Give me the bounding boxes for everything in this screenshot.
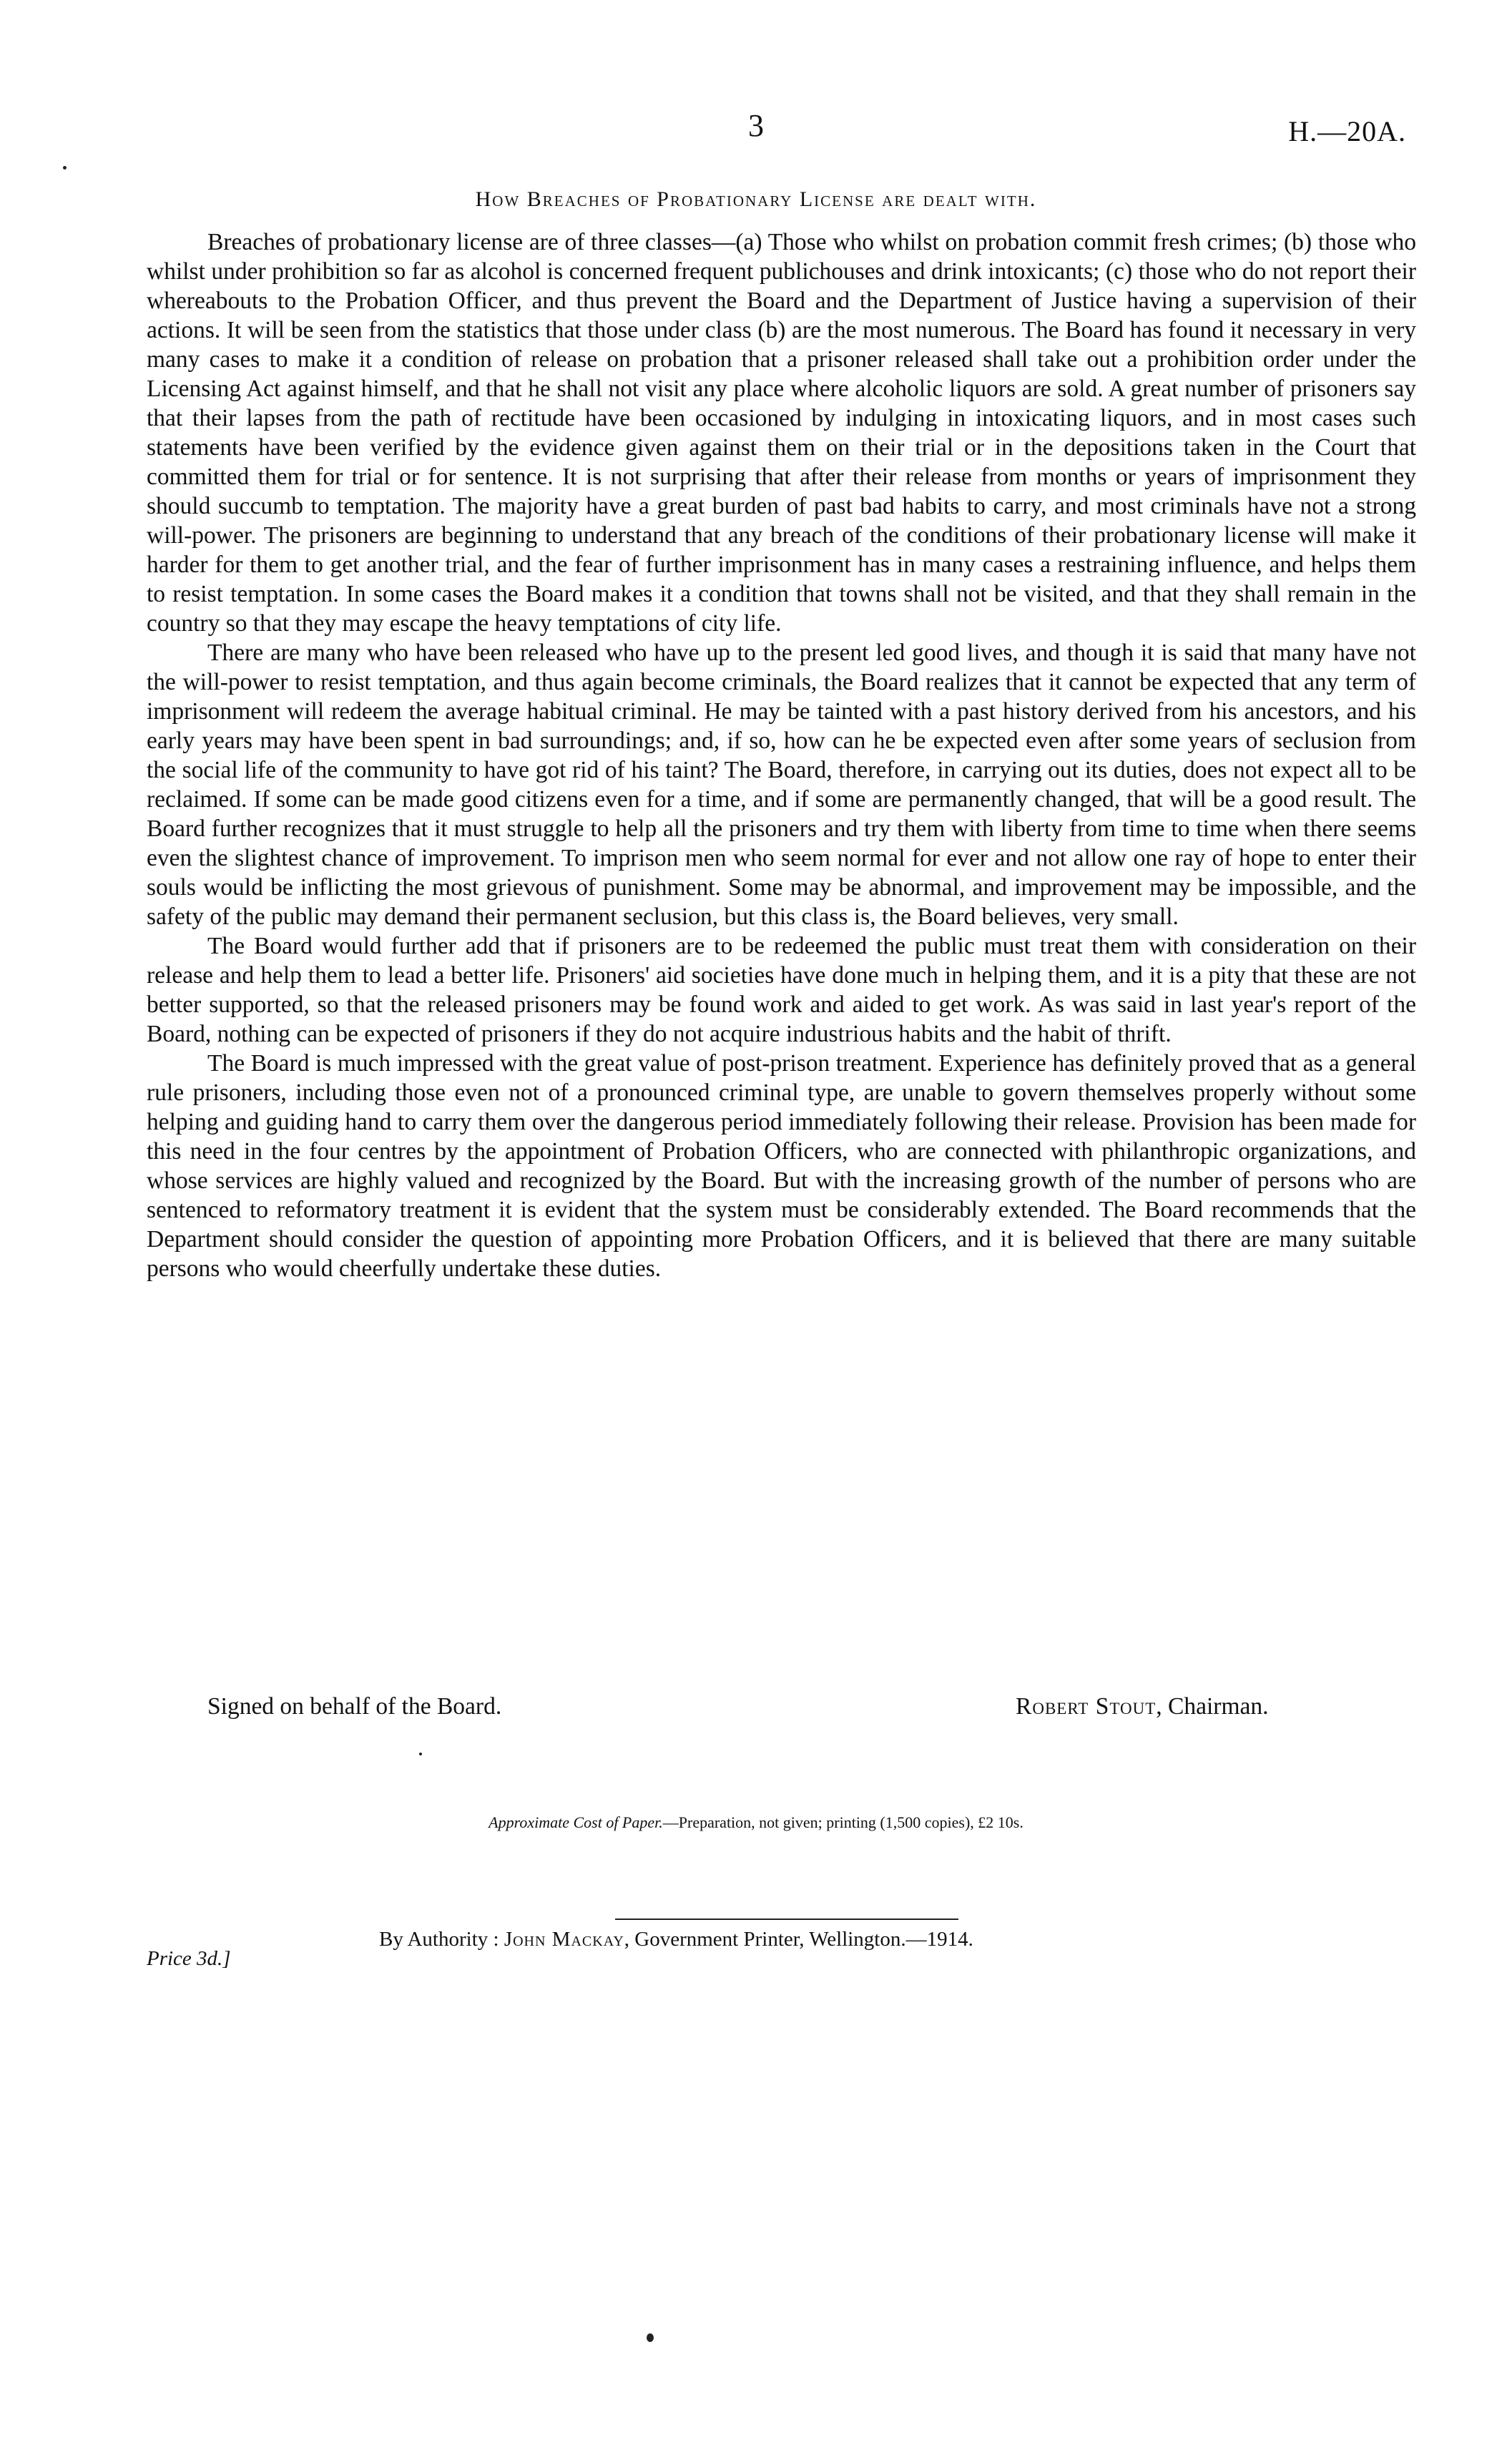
price-label: Price 3d.]	[147, 1947, 231, 1970]
ink-speck	[419, 1753, 422, 1755]
paragraph-post-prison-treatment: The Board is much impressed with the great value of post-prison treatment. Experience has definitely proved that as a general rule prisoners, including those even not of a pronounced criminal type, are unable to govern themselves properly without some helping and guiding hand to carry them over the dangerous period immediately following their release. Provision has been made for this need in the four centres by the appointment of Probation Officers, who are connected with philanthropic organizations, and whose services are highly valued and recognized by the Board. But with the increasing growth of the number of persons who are sentenced to reformatory treatment it is evident that the system must be considerably extended. The Board recommends that the Department should consider the question of appointing more Probation Officers, and it is believed that there are many suitable persons who would cheerfully undertake these duties.	[147, 1050, 1416, 1282]
cost-label: Approximate Cost of Paper.	[489, 1813, 663, 1831]
signer	[1016, 1692, 1269, 1721]
signed-on-behalf: Signed on behalf of the Board.	[207, 1693, 502, 1720]
document-reference: H.—20A.	[1288, 115, 1406, 147]
signer-title: , Chairman.	[1156, 1693, 1269, 1720]
paragraph-breaches: Breaches of probationary license are of three classes—(a) Those who whilst on probation commit fresh crimes; (b) those who whilst under prohibition so far as alcohol is concerned frequent publichouses and drink intoxicants; (c) those who do not report their whereabouts to the Probation Officer, and thus prevent the Board and the Department of Justice having a supervision of their actions. It will be seen from the statistics that those under class (b) are the most numerous. The Board has found it necessary in very many cases to make it a condition of release on probation that a prisoner released shall take out a prohibition order under the Licensing Act against himself, and that he shall not visit any place where alcoholic liquors are sold. A great number of prisoners say that their lapses from the path of rectitude have been occasioned by indulging in intoxicating liquors, and in most cases such statements have been verified by the evidence given against them on their trial or in the depositions taken in the Court that committed them for trial or for sentence. It is not surprising that after their release from months or years of imprisonment they should succumb to temptation. The majority have a great burden of past bad habits to carry, and most criminals have not a strong will-power. The prisoners are beginning to understand that any breach of the conditions of their probationary license will make it harder for them to get another trial, and the fear of further imprisonment has in many cases a restraining influence, and helps them to resist temptation. In some cases the Board makes it a condition that towns shall not be visited, and that they shall remain in the country so that they may escape the heavy temptations of city life.	[147, 229, 1416, 637]
footer-divider	[615, 1919, 958, 1920]
ink-dot	[647, 2333, 654, 2342]
printer-authority	[379, 1928, 973, 1951]
signer-name: Robert Stout	[1016, 1693, 1157, 1720]
cost-text: —Preparation, not given; printing (1,500 copies), £2 10s.	[662, 1813, 1023, 1831]
paragraph-public-consideration: The Board would further add that if prisoners are to be redeemed the public must treat them with consideration on their release and help them to lead a better life. Prisoners' aid societies have done much in helping them, and it is a pity that these are not better supported, so that the released prisoners may be found work and aided to get work. As was said in last year's report of the Board, nothing can be expected of prisoners if they do not acquire industrious habits and the habit of thrift.	[147, 933, 1416, 1047]
body-text	[147, 227, 1416, 1283]
authority-suffix: , Government Printer, Wellington.—1914.	[624, 1928, 973, 1951]
paragraph-good-lives: There are many who have been released who have up to the present led good lives, and though it is said that many have not the will-power to resist temptation, and thus again become criminals, the Board realizes that it cannot be expected that any term of imprisonment will redeem the average habitual criminal. He may be tainted with a past history derived from his ancestors, and his early years may have been spent in bad surroundings; and, if so, how can he be expected even after some years of seclusion from the social life of the community to have got rid of his taint? The Board, therefore, in carrying out its duties, does not expect all to be reclaimed. If some can be made good citizens even for a time, and if some are permanently changed, that will be a good result. The Board further recognizes that it must struggle to help all the prisoners and try them with liberty from time to time when there seems even the slightest chance of improvement. To imprison men who seem normal for ever and not allow one ray of hope to enter their souls would be inflicting the most grievous of punishment. Some may be abnormal, and improvement may be impossible, and the safety of the public may demand their permanent seclusion, but this class is, the Board believes, very small.	[147, 640, 1416, 930]
section-heading: How Breaches of Probationary License are dealt with.	[475, 187, 1037, 211]
page-number: 3	[748, 108, 764, 143]
printer-name: John Mackay	[504, 1928, 624, 1951]
authority-prefix: By Authority :	[379, 1928, 504, 1951]
cost-note	[0, 1813, 1512, 1832]
ink-speck	[63, 166, 67, 170]
